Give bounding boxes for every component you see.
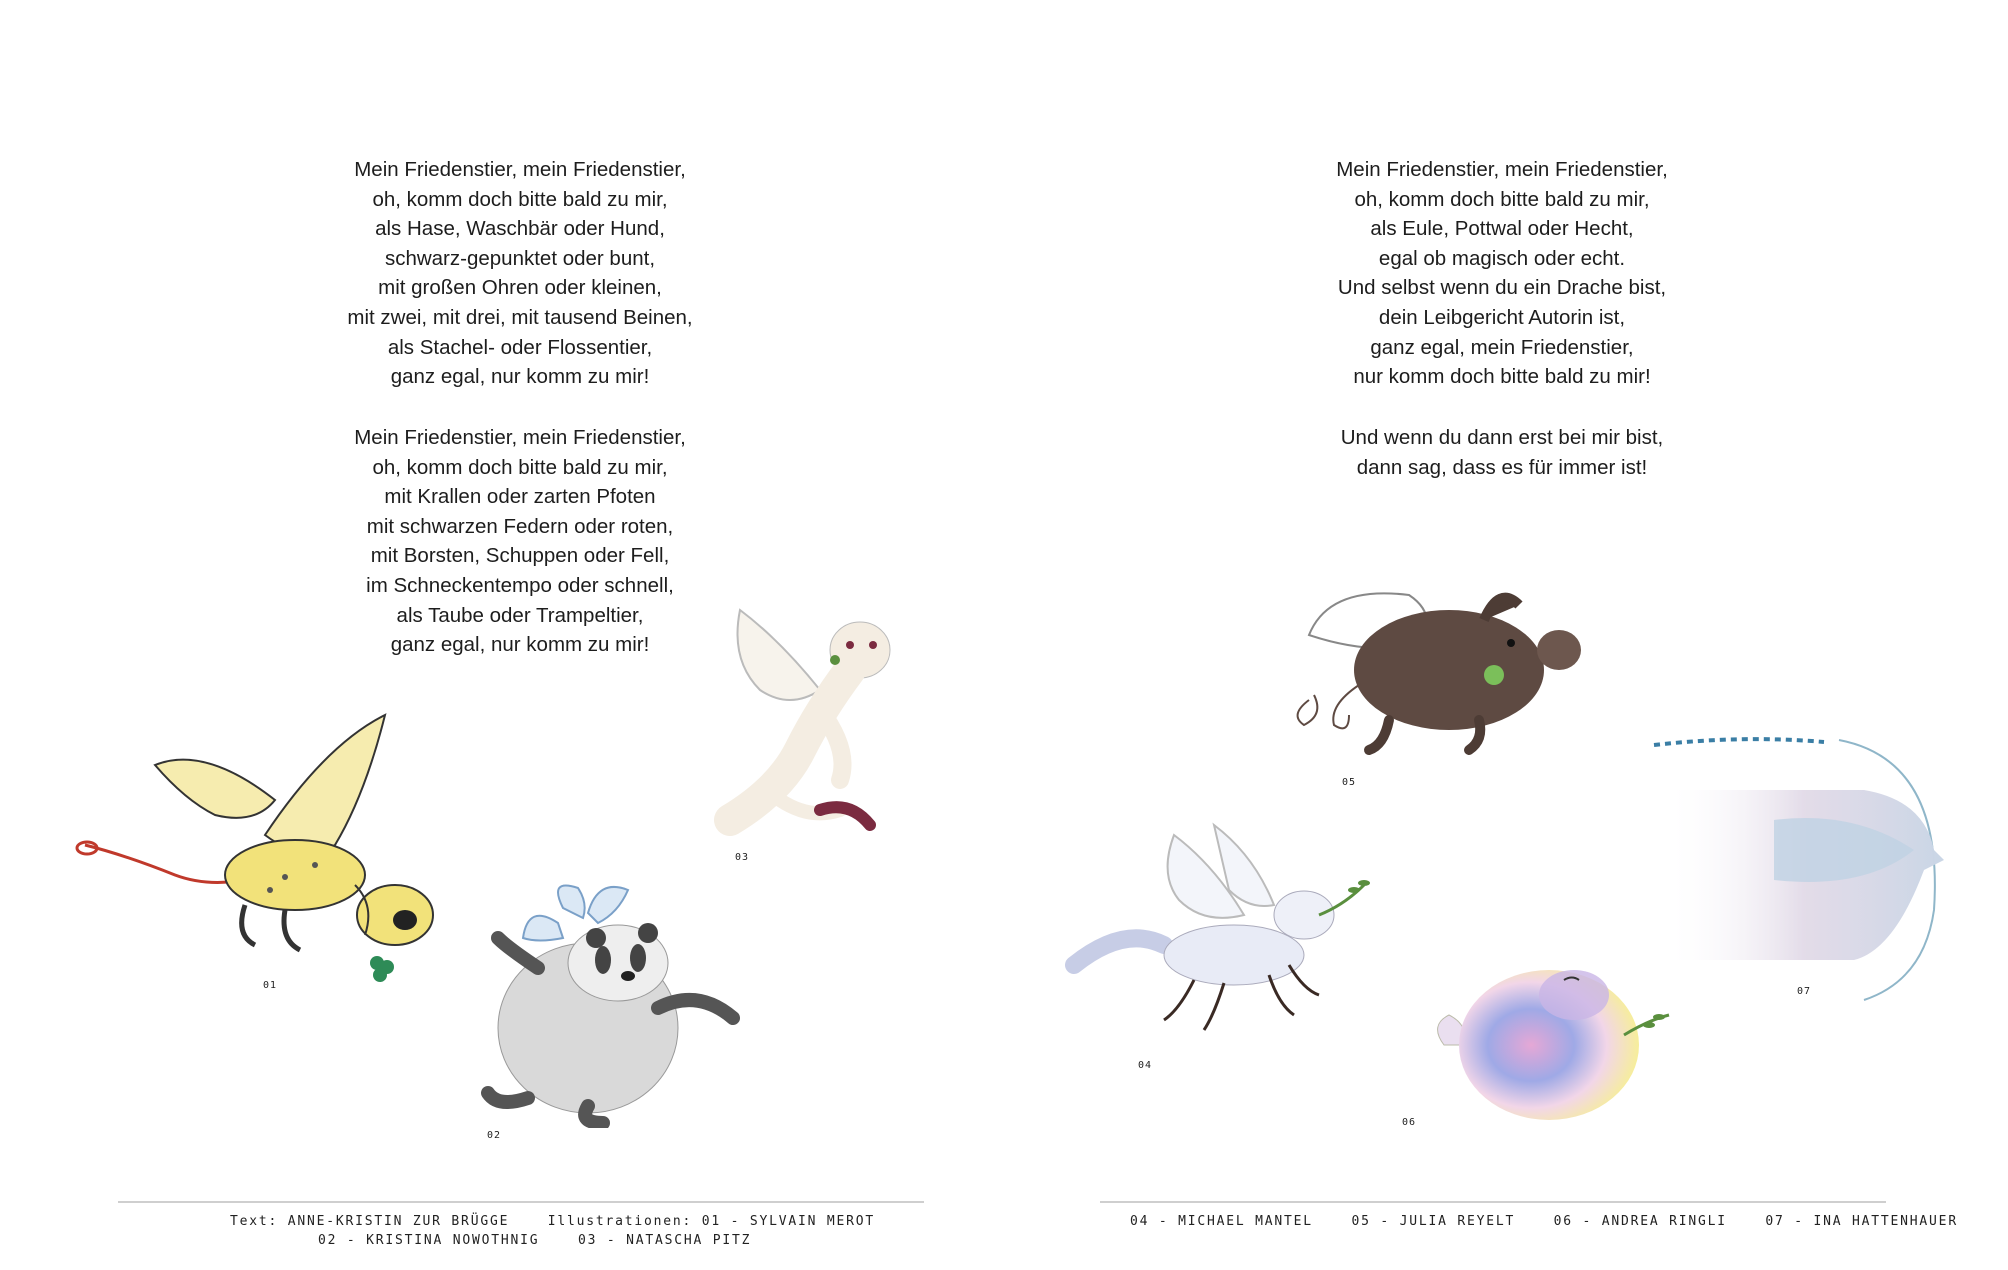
winged-wolf-illustration bbox=[1064, 815, 1394, 1045]
poem-line: Und wenn du dann erst bei mir bist, bbox=[1340, 426, 1664, 449]
illustration-number-05: 05 bbox=[1342, 777, 1357, 788]
winged-ermine-illustration bbox=[710, 600, 930, 850]
credits-line-left-1 bbox=[230, 1214, 875, 1229]
poem-line: mit großen Ohren oder kleinen, bbox=[378, 276, 662, 300]
poem-line: oh, komm doch bitte bald zu mir, bbox=[372, 455, 668, 479]
poem-line: Mein Friedenstier, mein Friedenstier, bbox=[354, 158, 686, 181]
winged-badger-illustration bbox=[468, 878, 748, 1128]
illustrator-credit-07: 07 - INA HATTENHAUER bbox=[1765, 1214, 1958, 1229]
poem-line: als Eule, Pottwal oder Hecht, bbox=[1370, 217, 1634, 241]
footer-rule-right bbox=[1100, 1201, 1886, 1203]
poem-line: Mein Friedenstier, mein Friedenstier, bbox=[1336, 158, 1668, 181]
poem-line: Mein Friedenstier, mein Friedenstier, bbox=[354, 426, 686, 449]
poem-line: im Schneckentempo oder schnell, bbox=[366, 573, 674, 597]
winged-boar-illustration bbox=[1289, 565, 1589, 765]
poem-line: ganz egal, mein Friedenstier, bbox=[1370, 335, 1634, 359]
illustrator-credit-03: 03 - NATASCHA PITZ bbox=[577, 1233, 752, 1248]
winged-dog-illustration bbox=[65, 705, 445, 995]
illustration-number-03: 03 bbox=[735, 852, 750, 863]
illustrator-credit-01: 01 - SYLVAIN MEROT bbox=[701, 1214, 876, 1229]
poem-stanza-right-1 bbox=[1222, 155, 1782, 392]
poem-line: oh, komm doch bitte bald zu mir, bbox=[1354, 187, 1650, 211]
poem-line: dein Leibgericht Autorin ist, bbox=[1378, 305, 1626, 329]
illustrations-label: Illustrationen: bbox=[547, 1214, 693, 1229]
illustrator-credit-02: 02 - KRISTINA NOWOTHNIG bbox=[318, 1233, 540, 1248]
illustrator-credit-05: 05 - JULIA REYELT bbox=[1351, 1214, 1516, 1229]
poem-line: egal ob magisch oder echt. bbox=[1378, 246, 1626, 270]
illustration-number-04: 04 bbox=[1138, 1060, 1153, 1071]
credits-line-left-2 bbox=[318, 1233, 751, 1248]
illustration-number-07: 07 bbox=[1797, 986, 1812, 997]
illustrator-credit-06: 06 - ANDREA RINGLI bbox=[1553, 1214, 1727, 1229]
poem-line: mit schwarzen Federn oder roten, bbox=[366, 514, 674, 538]
poem-stanza-left-1 bbox=[240, 155, 800, 392]
poem-line: nur komm doch bitte bald zu mir! bbox=[1353, 365, 1651, 389]
illustration-number-01: 01 bbox=[263, 980, 278, 991]
winged-hamster-illustration bbox=[1424, 935, 1674, 1135]
text-label: Text: bbox=[230, 1214, 279, 1229]
credits-line-right bbox=[1130, 1214, 1958, 1229]
poem-line: schwarz-gepunktet oder bunt, bbox=[384, 246, 656, 270]
author-credit: ANNE-KRISTIN ZUR BRÜGGE bbox=[287, 1214, 510, 1229]
poem-line: mit Borsten, Schuppen oder Fell, bbox=[370, 544, 670, 568]
poem-line: dann sag, dass es für immer ist! bbox=[1356, 455, 1648, 479]
poem-line: als Taube oder Trampeltier, bbox=[396, 603, 644, 627]
poem-line: mit zwei, mit drei, mit tausend Beinen, bbox=[347, 305, 693, 329]
flying-bird-illustration bbox=[1624, 730, 1959, 1020]
poem-line: oh, komm doch bitte bald zu mir, bbox=[372, 187, 668, 211]
footer-rule-left bbox=[118, 1201, 924, 1203]
poem-line: ganz egal, nur komm zu mir! bbox=[390, 365, 650, 389]
poem-line: mit Krallen oder zarten Pfoten bbox=[384, 485, 656, 509]
poem-stanza-right-2 bbox=[1222, 423, 1782, 482]
right-page bbox=[1004, 0, 2008, 1270]
illustrator-credit-04: 04 - MICHAEL MANTEL bbox=[1130, 1214, 1313, 1229]
poem-line: als Stachel- oder Flossentier, bbox=[387, 335, 653, 359]
illustration-number-06: 06 bbox=[1402, 1117, 1417, 1128]
poem-line: Und selbst wenn du ein Drache bist, bbox=[1337, 276, 1667, 300]
poem-line: ganz egal, nur komm zu mir! bbox=[390, 633, 650, 657]
poem-line: als Hase, Waschbär oder Hund, bbox=[375, 217, 665, 241]
illustration-number-02: 02 bbox=[487, 1130, 502, 1141]
